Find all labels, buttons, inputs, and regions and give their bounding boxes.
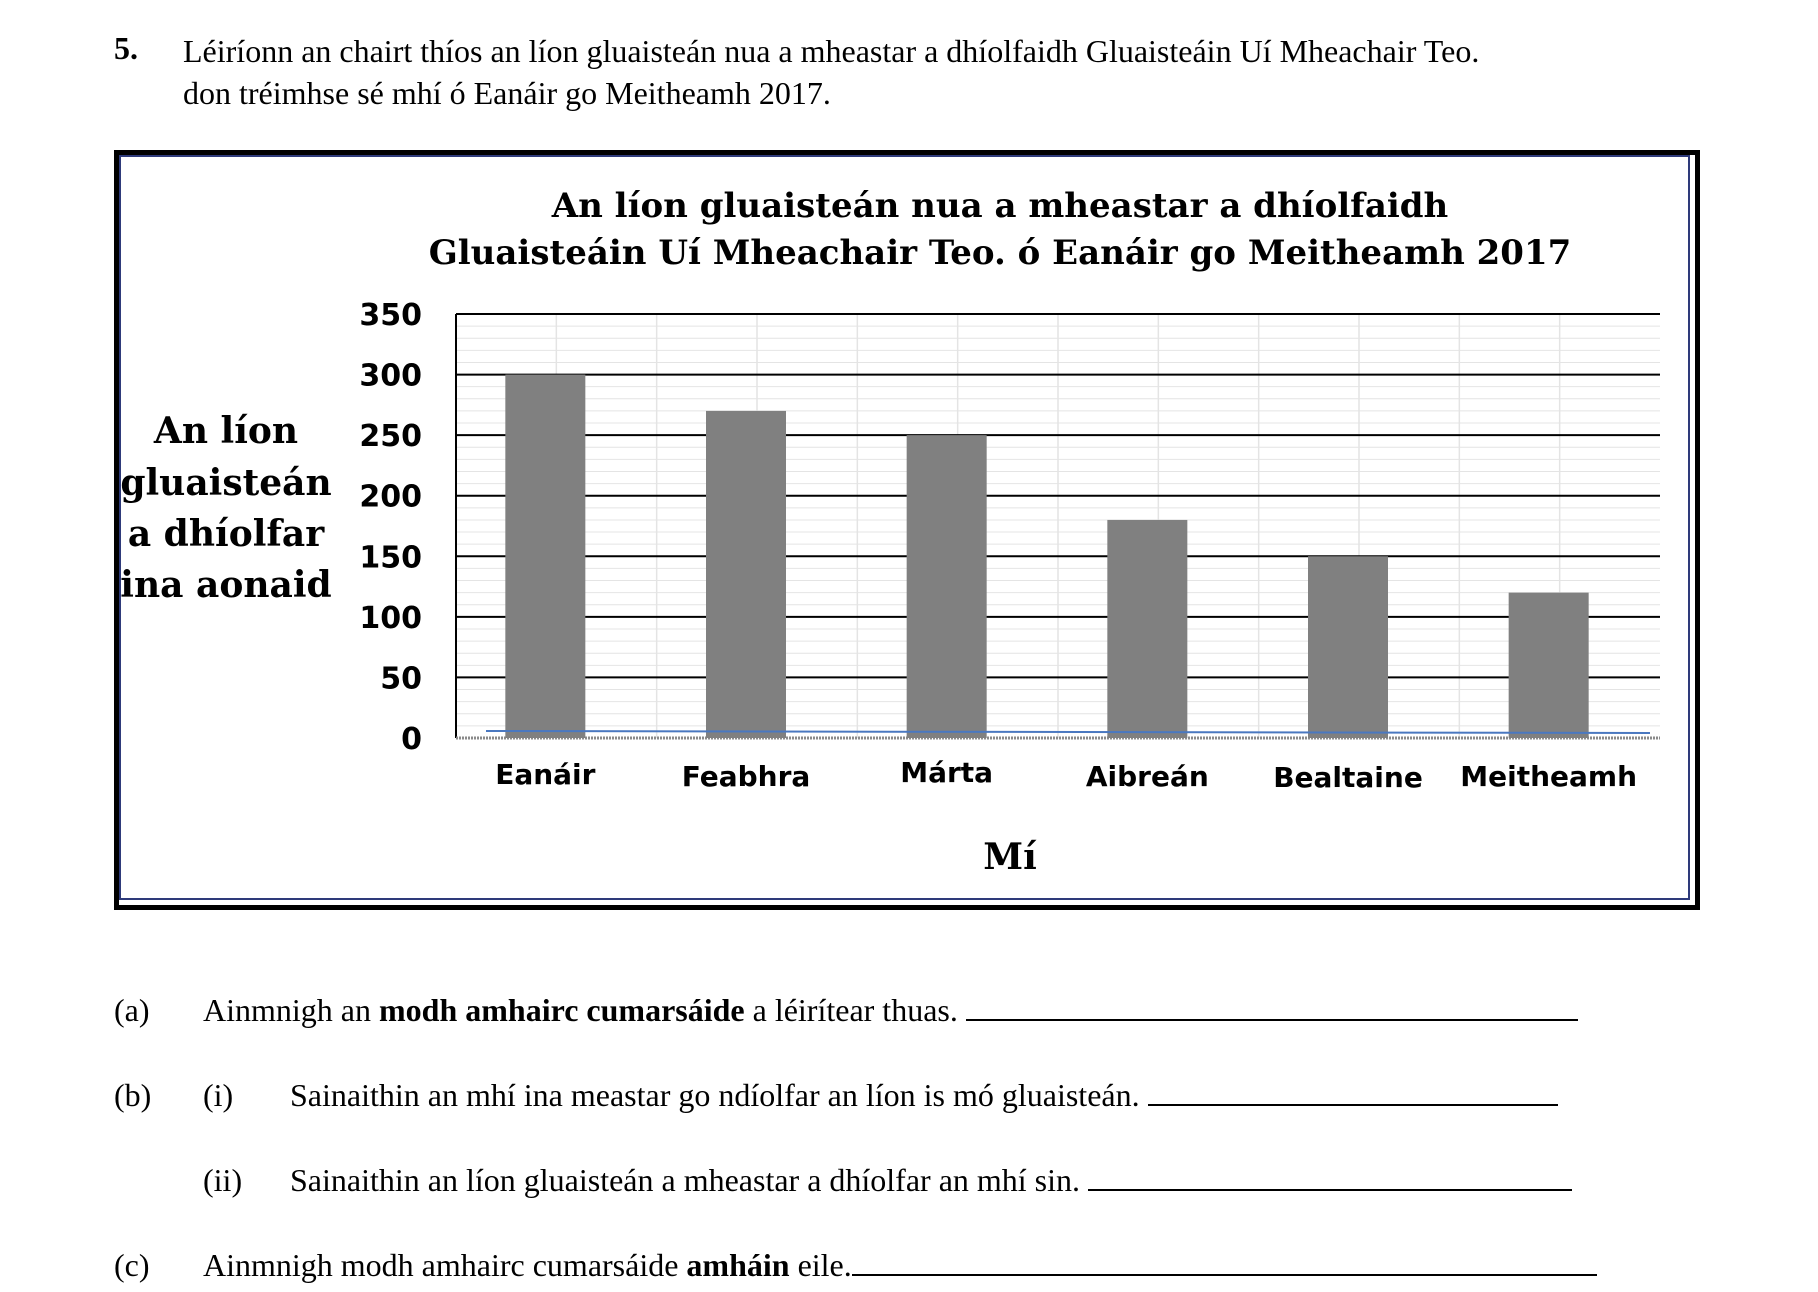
plot-area: [359, 298, 1660, 794]
y-tick-label: 50: [380, 661, 422, 697]
y-tick-label: 350: [359, 298, 422, 333]
x-category-label: Feabhra: [681, 760, 811, 793]
part-a-bold: modh amhairc cumarsáide: [378, 992, 745, 1028]
y-tick-label: 250: [359, 419, 422, 455]
part-b-label: (b): [114, 1077, 152, 1113]
part-b-i-answer-line[interactable]: [1148, 1076, 1558, 1106]
part-b-ii-question: Sainaithin an líon gluaisteán a mheastar a dhíolfar an mhí sin.: [290, 1162, 1089, 1198]
chart-title-line-2: Gluaisteáin Uí Mheachair Teo. ó Eanáir go Meitheamh 2017: [428, 233, 1572, 273]
part-a-text: [203, 990, 1578, 1030]
bar-eanáir: [505, 375, 585, 738]
part-b-ii-text: [290, 1160, 1572, 1200]
chart-title-line-1: An líon gluaisteán nua a mheastar a dhíolfaidh: [551, 186, 1449, 226]
part-c-text: [203, 1245, 1597, 1285]
question-line-2: don tréimhse sé mhí ó Eanáir go Meitheamh 2017.: [183, 75, 831, 111]
question-text: [183, 30, 1743, 114]
y-tick-label: 0: [401, 722, 422, 757]
y-axis-label-line-3: a dhíolfar: [127, 513, 325, 555]
x-axis-label: Mí: [983, 836, 1037, 878]
y-tick-label: 300: [359, 358, 422, 394]
part-b-ii-answer-line[interactable]: [1088, 1161, 1572, 1191]
part-a-text-after: a léirítear thuas.: [744, 992, 966, 1028]
bar-feabhra: [706, 411, 786, 738]
bar-chart: [114, 150, 1700, 910]
part-c-text-before: Ainmnigh modh amhairc cumarsáide: [203, 1247, 687, 1283]
part-b-i-text: [290, 1075, 1558, 1115]
part-c-answer-line[interactable]: [852, 1246, 1597, 1276]
question-line-1: Léiríonn an chairt thíos an líon gluaisteán nua a mheastar a dhíolfaidh Gluaisteáin Uí Mheachair Teo.: [183, 33, 1480, 69]
bar-aibreán: [1107, 520, 1187, 738]
part-c-text-after: eile.: [789, 1247, 852, 1283]
y-tick-label: 200: [359, 479, 422, 515]
part-b-i-question: Sainaithin an mhí ina meastar go ndíolfar an líon is mó gluaisteán.: [290, 1077, 1148, 1113]
bar-meitheamh: [1509, 593, 1589, 738]
part-b-ii-label: (ii): [203, 1162, 243, 1198]
part-c-bold: amháin: [686, 1247, 790, 1283]
part-a-answer-line[interactable]: [966, 991, 1578, 1021]
x-category-label: Bealtaine: [1273, 761, 1423, 794]
part-c-label: (c): [114, 1247, 150, 1283]
baseline-line: [486, 731, 1650, 733]
bar-márta: [907, 435, 987, 738]
y-axis-label-line-4: ina aonaid: [120, 564, 332, 606]
bar-bealtaine: [1308, 556, 1388, 738]
y-tick-label: 150: [359, 540, 422, 576]
part-a-text-before: Ainmnigh an: [203, 992, 379, 1028]
y-tick-label: 100: [359, 600, 422, 636]
x-category-label: Márta: [900, 756, 994, 789]
question-number: 5.: [114, 30, 138, 66]
x-category-label: Meitheamh: [1460, 760, 1638, 793]
x-category-label: Eanáir: [495, 758, 596, 791]
x-category-label: Aibreán: [1085, 760, 1209, 793]
part-b-i-label: (i): [203, 1077, 234, 1113]
y-axis-label-line-2: gluaisteán: [120, 462, 332, 504]
part-a-label: (a): [114, 992, 150, 1028]
y-axis-label-line-1: An líon: [153, 410, 299, 452]
